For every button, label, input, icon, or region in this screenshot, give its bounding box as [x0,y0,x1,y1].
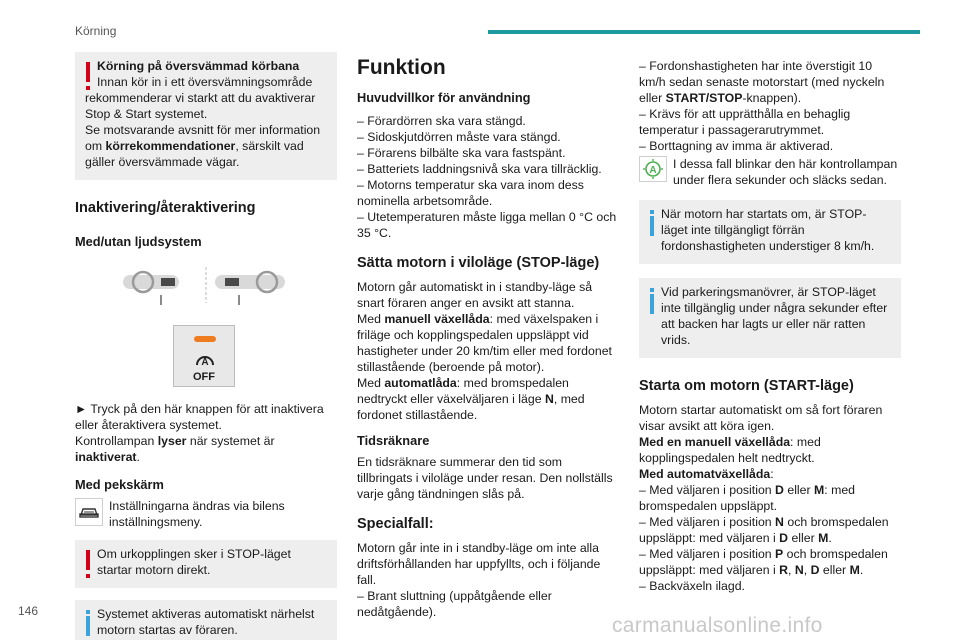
list-item: – Borttagning av imma är aktiverad. [639,138,901,154]
start-intro: Motorn startar automatiskt om så fort föraren visar avsikt att köra igen. [639,403,883,433]
list-item: – Fordonshastigheten har inte överstigit 10 km/h sedan senaste motorstart (med nyckeln eller START/STOP-knappen). [639,58,901,106]
exclamation-icon [86,550,90,570]
list-item: – Backväxeln ilagd. [639,578,901,594]
touchscreen-note [75,498,337,530]
heading-touchscreen: Med pekskärm [75,477,164,492]
column-3 [639,58,901,594]
lamp-status-text: Kontrollampan lyser när systemet är inaktiverat. [75,434,275,464]
info-box-parking [639,278,901,358]
stop-manual: Med manuell växellåda: med växelspaken i friläge och kopplingspedalen uppsläppt vid hastigheter under 20 km/tim eller med fordonet stillastående (beroende på motor). [357,312,612,374]
list-item: – Med väljaren i position D eller M: med bromspedalen uppsläppt. [639,482,901,514]
stop-auto: Med automatlåda: med bromspedalen nedtryckt eller växelväljaren i läge N, med fordonet stillastående. [357,376,585,422]
list-item: – Med väljaren i position N och bromspedalen uppsläppt: med väljaren i D eller M. [639,514,901,546]
heading-stop-mode: Sätta motorn i viloläge (STOP-läge) [357,255,600,271]
warning-text: rekommenderar vi starkt att du avaktiverar Stop & Start systemet. [85,91,316,121]
info-box-restart [639,200,901,264]
header-accent-bar [488,30,920,34]
list-item: – Krävs för att upprätthålla en behaglig temperatur i passagerarutrymmet. [639,106,901,138]
info-icon [650,294,654,314]
heading-timer: Tidsräknare [357,433,430,448]
warning-title: Körning på översvämmad körbana [97,59,300,73]
watermark: carmanualsonline.info [612,614,823,637]
heading-sound-system: Med/utan ljudsystem [75,234,202,249]
heading-function: Funktion [357,56,446,79]
warning-line: Innan kör in i ett översvämningsområde [97,75,313,89]
warning-box-flood [75,52,337,180]
heading-start-mode: Starta om motorn (START-läge) [639,378,854,394]
stop-start-off-button-icon [173,325,235,387]
heading-special-cases: Specialfall: [357,516,434,532]
list-item: – Brant sluttning (uppåtgående eller nedåtgående). [357,588,619,620]
auto-a-indicator-icon [639,156,667,182]
column-1 [75,52,337,640]
warning-more-info: Se motsvarande avsnitt för mer information om körrekommendationer, särskilt vad gäller översvämmade vägar. [85,123,321,169]
lamp-blink-text: I dessa fall blinkar den här kontrollampan under flera sekunder och släcks sedan. [673,157,898,187]
touchscreen-text: Inställningarna ändras via bilens inställningsmeny. [109,499,285,529]
svg-text:A: A [201,357,209,368]
heading-inactivation: Inaktivering/återaktivering [75,200,256,216]
svg-text:A: A [649,165,657,176]
exceptions-list [639,58,901,154]
start-manual: Med en manuell växellåda: med kopplingspedalen helt nedtryckt. [639,435,821,465]
info-icon [650,216,654,236]
heading-main-conditions: Huvudvillkor för användning [357,90,531,105]
dashboard-steering-wheels-icon [75,263,337,315]
stop-intro: Motorn går automatiskt in i standby-läge så snart föraren anger en avsikt att stanna. [357,280,593,310]
list-item: – Utetemperaturen måste ligga mellan 0 °C och 35 °C. [357,209,619,241]
list-item: – Sidoskjutdörren måste vara stängd. [357,129,619,145]
page-number: 146 [18,604,39,618]
info-icon [86,616,90,636]
special-text: Motorn går inte in i standby-läge om inte alla driftsförhållanden har uppfyllts, och i följande fall. [357,541,601,587]
lamp-note [639,156,901,188]
warning-stop-text: Om urkopplingen sker i STOP-läget startar motorn direkt. [97,547,291,577]
button-off-label: OFF [193,371,215,383]
info-parking-text: Vid parkeringsmanövrer, är STOP-läget inte tillgänglig under några sekunder efter att backen har lagts ur eller när ratten vrids. [661,285,888,347]
warning-box-stop [75,540,337,588]
list-item: – Batteriets laddningsnivå ska vara tillräcklig. [357,161,619,177]
list-item: – Förardörren ska vara stängd. [357,113,619,129]
press-instruction: ► Tryck på den här knappen för att inaktivera eller återaktivera systemet. [75,402,324,432]
info-restart-text: När motorn har startats om, är STOP-läget inte tillgängligt förrän fordonshastigheten understiger 8 km/h. [661,207,875,253]
info-auto-text: Systemet aktiveras automatiskt närhelst motorn startas av föraren. [97,607,315,637]
special-list [357,588,619,620]
conditions-list [357,113,619,241]
car-settings-icon [75,498,103,526]
info-box-auto [75,600,337,640]
column-2 [357,52,619,620]
running-header: Körning [75,24,117,38]
start-auto-label: Med automatväxellåda: [639,467,774,481]
list-item: – Motorns temperatur ska vara inom dess nominella arbetsområde. [357,177,619,209]
list-item: – Förarens bilbälte ska vara fastspänt. [357,145,619,161]
list-item: – Med väljaren i position P och bromspedalen uppsläppt: med väljaren i R, N, D eller M. [639,546,901,578]
timer-text: En tidsräknare summerar den tid som tillbringats i viloläge under resan. Den nollställs varje gång tändningen slås på. [357,455,613,501]
exclamation-icon [86,62,90,82]
start-auto-list [639,482,901,594]
